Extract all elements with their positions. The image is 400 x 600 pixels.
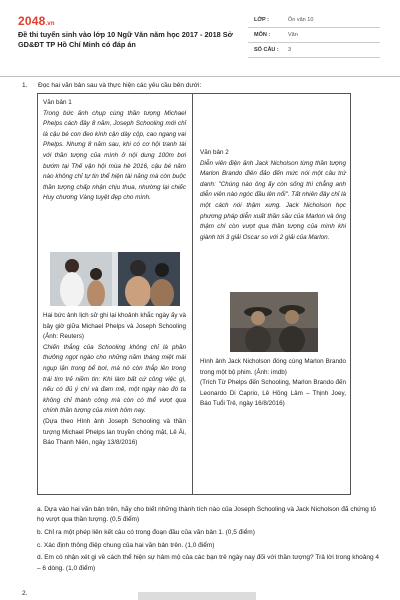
text-1-caption: Hai bức ảnh lịch sử ghi lại khoảnh khắc ngày ấy và bây giờ giữa Michael Phelps và Joseph Schooling (Ảnh: Reuters) (43, 312, 186, 341)
text-1-body: Trong bức ảnh chụp cùng thần tượng Michael Phelps cách đây 8 năm, Joseph Schooling mới chỉ là cậu bé con đeo kính cận dày cộp, cao ngang vai Phelps. Nhưng 8 năm sau, khi có cơ hội tranh tài với thần tượng của mình ở nội dung 100m bơi bướm tại Thế vận hội mùa hè 2016, cậu bé năm nào không chỉ tự tin thể hiện tài năng mà còn buộc thần tượng chấp nhận chịu thua, nhường lại chiếc Huy chương Vàng tuyệt đẹp cho mình. (43, 109, 186, 202)
document-title: Đề thi tuyển sinh vào lớp 10 Ngữ Văn năm học 2017 - 2018 Sở GD&ĐT TP Hồ Chí Minh có đáp án (18, 30, 233, 49)
text-2-lower (200, 357, 346, 410)
text-2-column (200, 148, 346, 243)
page-header (0, 0, 400, 62)
task-d: d. Em có nhận xét gì về cách thể hiện sự hâm mộ của các bạn trẻ ngày nay đối với thần tượng? Trả lời trong khoảng 4 – 6 dòng. (1,0 điểm) (37, 554, 379, 572)
site-logo[interactable]: 2048.vn (18, 14, 55, 28)
meta-subject-label: MÔN : (254, 32, 271, 38)
phelps-schooling-photo (50, 252, 180, 306)
column-divider (192, 94, 193, 494)
meta-subject-row (248, 28, 380, 43)
actors-image (230, 292, 318, 352)
task-c: c. Xác định thông điệp chung của hai văn bản trên. (1,0 điểm) (37, 541, 215, 549)
question-1-tasks (37, 505, 382, 576)
meta-class-row (248, 13, 380, 28)
task-a: a. Dựa vào hai văn bản trên, hãy cho biết những thành tích nào của Joseph Schooling và Jack Nicholson đã chứng tỏ họ vượt qua thần tượng. (0,5 điểm) (37, 506, 376, 524)
meta-count-row (248, 43, 380, 58)
meta-class-value: Ôn văn 10 (288, 17, 314, 23)
text-1-body-2: Chiến thắng của Schooling không chỉ là phần thưởng ngọt ngào cho những năm tháng miệt mài ngụp lặn trong bể bơi, mà nó còn thắp lên trong trái tim trẻ niềm tin: Khi làm bất cứ công việc gì, nếu có đủ ý chí và đam mê, một ngày nào đó ta không chỉ thành công mà còn có thể vượt qua chính thần tượng của mình hôm nay. (43, 343, 186, 415)
question-1-number: 1. (22, 82, 28, 89)
text-1-lower (43, 311, 186, 449)
text-2-label: Văn bản 2 (200, 149, 229, 156)
question-1-title: Đọc hai văn bản sau và thực hiện các yêu cầu bên dưới: (38, 82, 202, 89)
question-2-image (138, 592, 256, 600)
text-2-source: (Trích Từ Phelps đến Schooling, Marlon Brando đến Leonardo Di Caprio, Lê Hồng Lâm – Thịnh Joey, Báo Tuổi Trẻ, ngày 16/8/2016) (200, 379, 346, 408)
meta-subject-value: Văn (288, 32, 298, 38)
task-b: b. Chỉ ra một phép liên kết câu có trong đoạn đầu của văn bản 1. (0,5 điểm) (37, 528, 255, 536)
exam-meta (248, 13, 380, 58)
text-2-body: Diễn viên điện ảnh Jack Nicholson từng thần tượng Marlon Brando điên đảo đến mức nói một câu trứ danh: "Chúng nào ông ấy còn sống thì chẳng anh diễn viên nào ngóc đầu lên nổi". Tất nhiên đây chỉ là một cách nói thậm xưng. Jack Nicholson học phương pháp diễn xuất thần sầu của Marlon và ông thậm chí còn vượt qua thần tượng của mình khi giành tới 3 giải Oscar so với 2 giải của Marlon. (200, 159, 346, 241)
question-2-number: 2. (22, 590, 28, 597)
text-1-source: (Dựa theo Hình ảnh Joseph Schooling và thần tượng Michael Phelps lan truyền chóng mặt, Lê Ái, Báo Thanh Niên, ngày 13/8/2016) (43, 417, 186, 447)
text-1-label: Văn bản 1 (43, 99, 72, 106)
meta-class-label: LỚP : (254, 17, 269, 23)
text-2-caption: Hình ảnh Jack Nicholson đóng cùng Marlon Brando trong một bộ phim. (Ảnh: imdb) (200, 358, 346, 376)
meta-count-value: 3 (288, 47, 292, 53)
text-1-column (43, 98, 186, 204)
nicholson-brando-photo (230, 292, 318, 352)
meta-count-label: SỐ CÂU : (254, 47, 279, 53)
reading-table (37, 93, 351, 495)
swimmers-image (50, 252, 180, 306)
header-divider (0, 76, 400, 77)
